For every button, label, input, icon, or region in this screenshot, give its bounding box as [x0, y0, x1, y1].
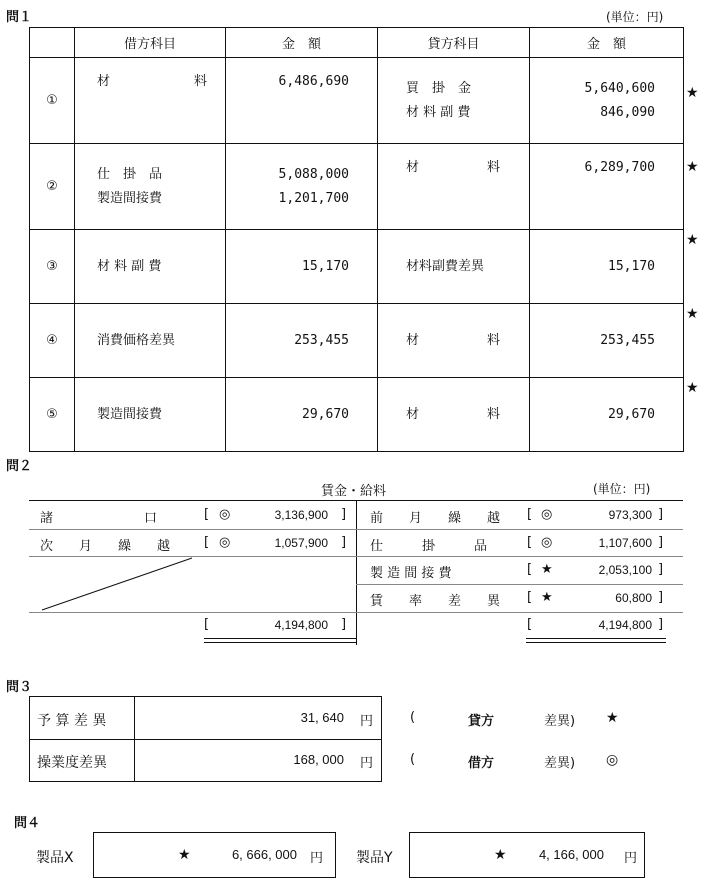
debit-account — [75, 58, 226, 144]
debit-account-text: 材 — [97, 74, 111, 89]
row-divider — [356, 556, 683, 557]
debit-account — [75, 144, 226, 230]
credit-amount — [530, 144, 684, 230]
debit-account-text: 仕 掛 品 — [97, 166, 163, 182]
q3-amount: 31, 640 — [300, 710, 344, 725]
grade-mark: ◎ — [219, 507, 231, 522]
t-account-center-line — [356, 500, 357, 645]
debit-account-text: 消費価格差異 — [97, 332, 176, 348]
credit-amount-value: 6,289,700 — [584, 160, 655, 175]
grade-mark: ◎ — [541, 535, 553, 550]
q3-label: 操業度差異 — [37, 755, 107, 771]
credit-account — [378, 378, 530, 452]
bracket-close: ] — [658, 590, 664, 605]
q4-amount-x: 6, 666, 000 — [231, 847, 297, 862]
bracket-open: [ — [527, 507, 533, 522]
q1-unit: (単位：円) — [606, 10, 664, 24]
row-number: ③ — [30, 230, 75, 304]
credit-account-text: 材 — [406, 406, 420, 422]
debit-amount — [226, 378, 378, 452]
debit-amount-value: 6,486,690 — [278, 74, 349, 89]
credit-account-text: 材 料 副 費 — [406, 104, 471, 120]
credit-amount — [530, 230, 684, 304]
credit-account-text: 料 — [486, 332, 500, 348]
debit-amount — [226, 58, 378, 144]
row-divider — [30, 739, 381, 740]
t-right-label: 仕 掛 品 — [370, 539, 488, 554]
debit-account-text: 製造間接費 — [97, 190, 163, 206]
q1-journal-table — [29, 27, 684, 452]
yen-unit: 円 — [360, 714, 374, 729]
blank-diagonal-line — [40, 556, 195, 612]
row-divider — [356, 612, 683, 613]
debit-amount — [226, 304, 378, 378]
credit-amount-value: 29,670 — [608, 406, 655, 422]
q3-side: 借方 — [468, 756, 495, 771]
credit-account — [378, 304, 530, 378]
table-row — [30, 230, 684, 304]
t-right-amount: 1,107,600 — [598, 536, 652, 550]
bracket-close: ] — [341, 617, 347, 632]
grade-mark: ★ — [178, 847, 191, 863]
t-left-total: 4,194,800 — [274, 618, 328, 632]
q3-label: 予 算 差 異 — [37, 713, 107, 729]
q4-label-y: 製品Y — [356, 850, 393, 866]
debit-amount-value: 253,455 — [294, 332, 349, 348]
q1-title: 問１ — [6, 10, 33, 25]
row-number: ① — [30, 58, 75, 144]
credit-account-text: 料 — [486, 406, 500, 422]
grade-mark: ★ — [686, 306, 699, 322]
q3-title: 問３ — [6, 680, 33, 695]
credit-account-text: 材 — [406, 332, 420, 348]
debit-amount-value: 1,201,700 — [278, 190, 349, 206]
left-total-underline — [204, 642, 356, 643]
q4-amount-y: 4, 166, 000 — [538, 847, 604, 862]
debit-amount-value: 5,088,000 — [278, 166, 349, 182]
q2-account-name: 賃金・給料 — [321, 484, 387, 499]
left-total-underline — [204, 638, 356, 639]
credit-account-text: 材料副費差異 — [406, 258, 485, 274]
bracket-open: [ — [527, 617, 533, 632]
grade-mark: ★ — [541, 590, 553, 605]
right-total-underline — [526, 642, 666, 643]
row-divider — [29, 529, 356, 530]
t-right-amount: 973,300 — [608, 508, 652, 522]
credit-amount-value: 5,640,600 — [584, 80, 655, 96]
credit-amount-value: 253,455 — [600, 332, 655, 348]
debit-account-text: 料 — [193, 74, 207, 89]
row-number: ② — [30, 144, 75, 230]
q4-label-x: 製品X — [36, 850, 74, 866]
debit-amount — [226, 144, 378, 230]
credit-account — [378, 230, 530, 304]
paren-open: ( — [410, 752, 416, 767]
q1-header-debit-amount: 金 額 — [226, 28, 378, 58]
t-left-amount: 3,136,900 — [274, 508, 328, 522]
row-divider — [356, 529, 683, 530]
row-divider — [356, 584, 683, 585]
bracket-open: [ — [204, 535, 210, 550]
debit-account-text: 材 料 副 費 — [97, 258, 162, 274]
bracket-open: [ — [204, 507, 210, 522]
grade-mark: ◎ — [541, 507, 553, 522]
t-left-label: 諸 口 — [40, 511, 158, 526]
table-row — [30, 378, 684, 452]
grade-mark: ★ — [686, 232, 699, 248]
grade-mark: ★ — [494, 847, 507, 863]
credit-account — [378, 58, 530, 144]
t-left-label: 次 月 繰 越 — [40, 539, 171, 554]
row-number: ⑤ — [30, 378, 75, 452]
q1-header-credit-amount: 金 額 — [530, 28, 684, 58]
grade-mark: ◎ — [219, 535, 231, 550]
t-left-amount: 1,057,900 — [274, 536, 328, 550]
table-row — [30, 304, 684, 378]
debit-account — [75, 230, 226, 304]
bracket-close: ] — [658, 535, 664, 550]
bracket-close: ] — [658, 617, 664, 632]
credit-amount-value: 15,170 — [608, 258, 655, 274]
debit-amount — [226, 230, 378, 304]
q1-header-debit: 借方科目 — [75, 28, 226, 58]
table-row — [30, 58, 684, 144]
q3-amount: 168, 000 — [293, 752, 344, 767]
bracket-open: [ — [527, 535, 533, 550]
debit-account-text: 製造間接費 — [97, 406, 163, 422]
column-divider — [134, 697, 135, 781]
grade-mark: ★ — [606, 710, 619, 726]
credit-amount-value: 846,090 — [600, 104, 655, 120]
yen-unit: 円 — [310, 851, 324, 866]
bracket-close: ] — [341, 507, 347, 522]
credit-amount — [530, 378, 684, 452]
debit-account — [75, 378, 226, 452]
grade-mark: ★ — [686, 85, 699, 101]
debit-amount-value: 29,670 — [302, 406, 349, 422]
grade-mark: ★ — [686, 380, 699, 396]
bracket-open: [ — [204, 617, 210, 632]
yen-unit: 円 — [624, 851, 638, 866]
grade-mark: ◎ — [606, 752, 619, 768]
q4-title: 問４ — [14, 816, 41, 831]
bracket-open: [ — [527, 562, 533, 577]
paren-open: ( — [410, 710, 416, 725]
table-row — [30, 144, 684, 230]
q2-unit: (単位：円) — [593, 482, 651, 496]
q1-header-row — [30, 28, 684, 58]
bracket-close: ] — [658, 507, 664, 522]
q1-header-credit: 貸方科目 — [378, 28, 530, 58]
credit-account-text: 材 — [406, 160, 420, 175]
credit-amount — [530, 58, 684, 144]
q2-title: 問２ — [6, 459, 33, 474]
credit-amount — [530, 304, 684, 378]
credit-account-text: 買 掛 金 — [406, 80, 472, 96]
credit-account-text: 料 — [486, 160, 500, 175]
t-right-label: 製 造 間 接 費 — [370, 566, 452, 581]
t-right-total: 4,194,800 — [598, 618, 652, 632]
grade-mark: ★ — [541, 562, 553, 577]
right-total-underline — [526, 638, 666, 639]
bracket-open: [ — [527, 590, 533, 605]
t-right-label: 前 月 繰 越 — [370, 511, 501, 526]
credit-account — [378, 144, 530, 230]
q3-side: 貸方 — [468, 714, 495, 729]
row-number: ④ — [30, 304, 75, 378]
yen-unit: 円 — [360, 756, 374, 771]
debit-account — [75, 304, 226, 378]
t-right-label: 賃 率 差 異 — [370, 594, 501, 609]
bracket-close: ] — [658, 562, 664, 577]
debit-amount-value: 15,170 — [302, 258, 349, 274]
bracket-close: ] — [341, 535, 347, 550]
t-right-amount: 2,053,100 — [598, 563, 652, 577]
q3-diff-suffix: 差異) — [544, 756, 576, 771]
t-right-amount: 60,800 — [615, 591, 652, 605]
grade-mark: ★ — [686, 159, 699, 175]
row-divider — [29, 612, 356, 613]
q3-diff-suffix: 差異) — [544, 714, 576, 729]
